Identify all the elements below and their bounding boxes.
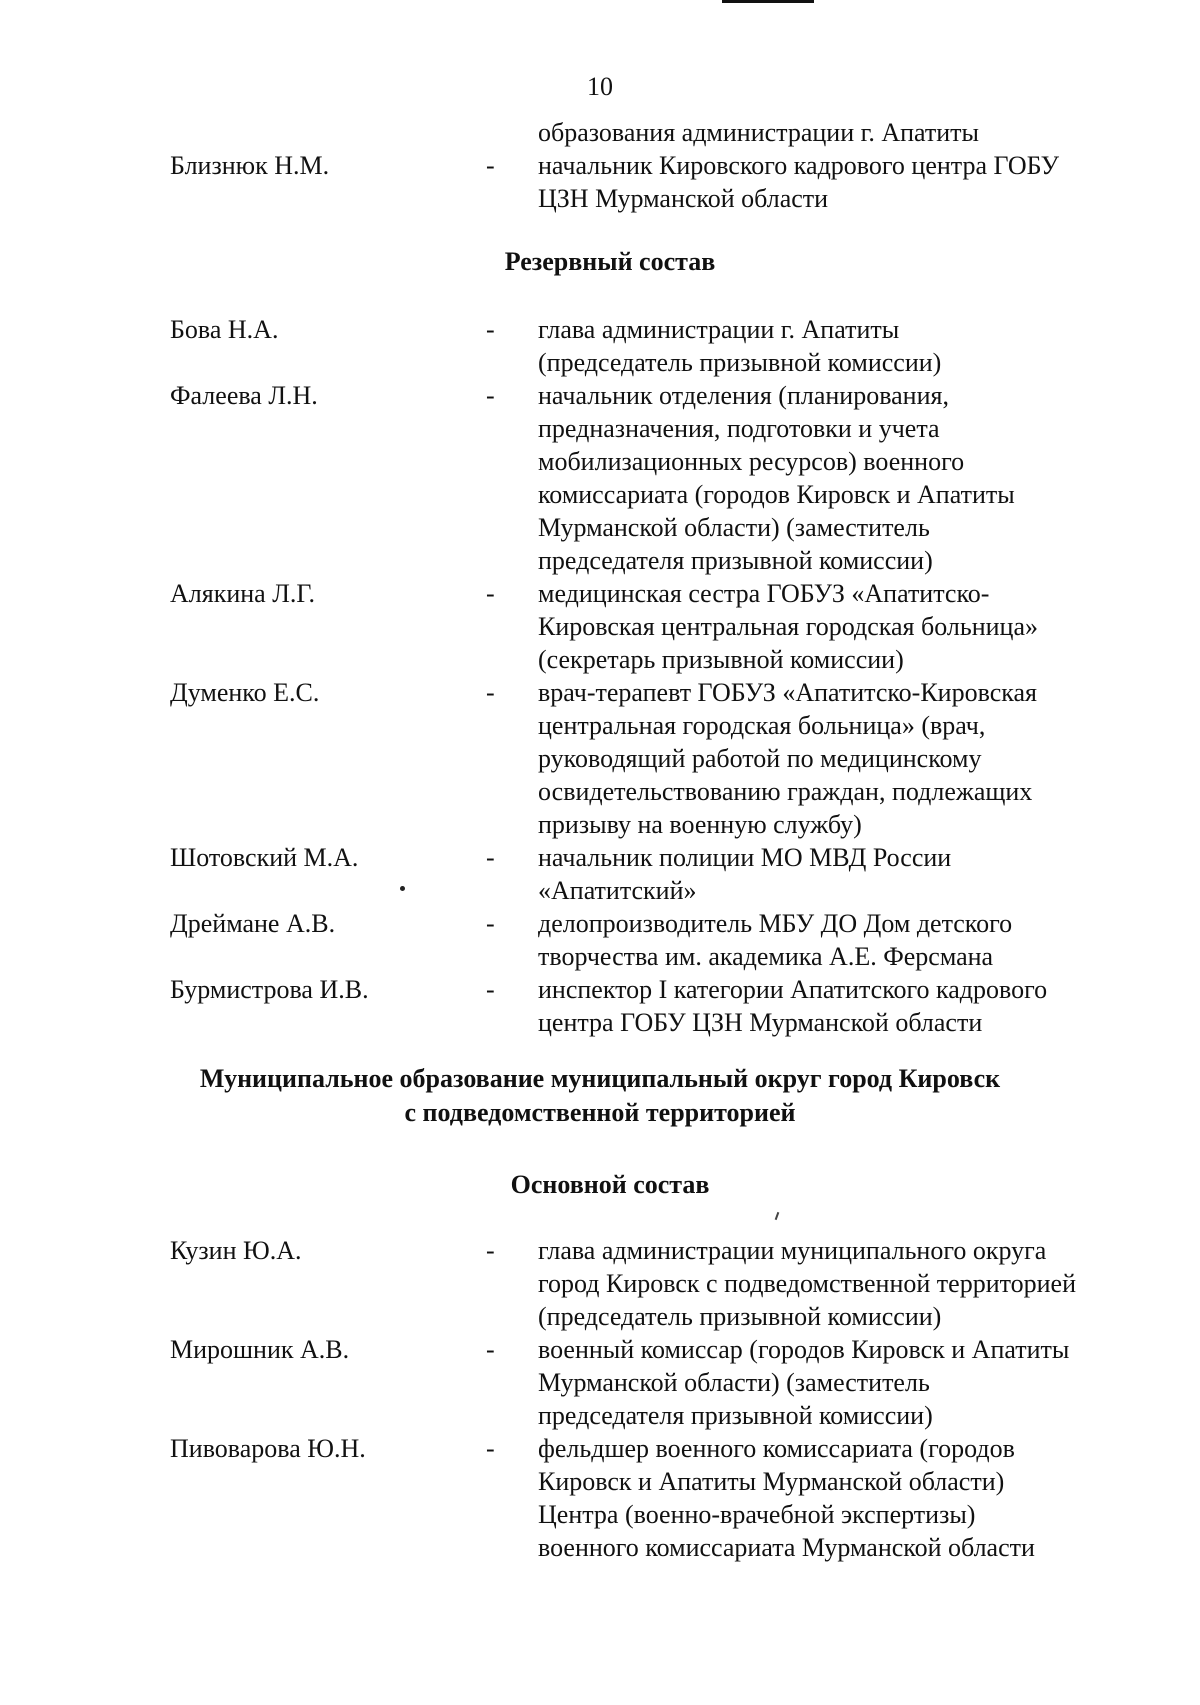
role-line: начальник Кировского кадрового центра ГОБУ xyxy=(538,151,1060,180)
entry-name: Близнюк Н.М. xyxy=(170,151,330,180)
entry-role xyxy=(538,907,1138,973)
entry-dreimane xyxy=(0,907,1200,973)
role-line: центральная городская больница» (врач, xyxy=(538,711,986,740)
role-line: Кировская центральная городская больница» xyxy=(538,612,1038,641)
role-line: глава администрации муниципального округа xyxy=(538,1236,1047,1265)
entry-dash: - xyxy=(486,151,495,180)
scan-mark xyxy=(775,1212,780,1220)
entry-role xyxy=(538,149,1138,215)
entry-role xyxy=(538,973,1138,1039)
entry-dash: - xyxy=(486,843,495,872)
entry-dash: - xyxy=(486,975,495,1004)
role-line: начальник отделения (планирования, xyxy=(538,381,949,410)
role-line: творчества им. академика А.Е. Ферсмана xyxy=(538,942,994,971)
role-line: комиссариата (городов Кировск и Апатиты xyxy=(538,480,1015,509)
role-line: (председатель призывной комиссии) xyxy=(538,1302,942,1331)
entry-name: Думенко Е.С. xyxy=(170,678,320,707)
role-line: «Апатитский» xyxy=(538,876,697,905)
entry-role xyxy=(538,379,1138,577)
entry-bliznyuk xyxy=(0,149,1200,215)
entry-role xyxy=(538,1333,1138,1432)
entry-dash: - xyxy=(486,1335,495,1364)
role-line: председателя призывной комиссии) xyxy=(538,1401,933,1430)
entry-role xyxy=(538,1234,1138,1333)
entry-role xyxy=(538,676,1138,841)
role-line: призыву на военную службу) xyxy=(538,810,862,839)
role-line: Центра (военно-врачебной экспертизы) xyxy=(538,1500,976,1529)
entry-faleeva xyxy=(0,379,1200,577)
entry-dumenko xyxy=(0,676,1200,841)
entry-dash: - xyxy=(486,579,495,608)
entry-dash: - xyxy=(486,909,495,938)
entry-burmistrova xyxy=(0,973,1200,1039)
role-line: начальник полиции МО МВД России xyxy=(538,843,952,872)
entry-pivovarova xyxy=(0,1432,1200,1564)
entry-role xyxy=(538,841,1138,907)
entry-name: Бурмистрова И.В. xyxy=(170,975,369,1004)
entry-name: Фалеева Л.Н. xyxy=(170,381,318,410)
entry-name: Алякина Л.Г. xyxy=(170,579,315,608)
entry-name: Пивоварова Ю.Н. xyxy=(170,1434,366,1463)
entry-dash: - xyxy=(486,381,495,410)
municipality-heading-line: Муниципальное образование муниципальный округ город Кировск xyxy=(199,1064,1001,1093)
entry-role xyxy=(538,577,1138,676)
reserve-entries xyxy=(0,313,1200,1039)
role-line: инспектор I категории Апатитского кадрового xyxy=(538,975,1048,1004)
reserve-heading: Резервный состав xyxy=(504,247,716,276)
role-line: врач-терапевт ГОБУЗ «Апатитско-Кировская xyxy=(538,678,1038,707)
main-heading: Основной состав xyxy=(510,1170,710,1199)
entry-alyakina xyxy=(0,577,1200,676)
role-line: ЦЗН Мурманской области xyxy=(538,184,829,213)
entry-name: Мирошник А.В. xyxy=(170,1335,350,1364)
entry-name: Бова Н.А. xyxy=(170,315,279,344)
carryover-line: образования администрации г. Апатиты xyxy=(538,118,980,147)
entry-name: Дреймане А.В. xyxy=(170,909,336,938)
entry-name: Шотовский М.А. xyxy=(170,843,359,872)
entry-dash: - xyxy=(486,1236,495,1265)
role-line: центра ГОБУ ЦЗН Мурманской области xyxy=(538,1008,983,1037)
role-line: военного комиссариата Мурманской области xyxy=(538,1533,1035,1562)
role-line: глава администрации г. Апатиты xyxy=(538,315,900,344)
entry-role xyxy=(538,313,1138,379)
role-line: освидетельствованию граждан, подлежащих xyxy=(538,777,1033,806)
role-line: фельдшер военного комиссариата (городов xyxy=(538,1434,1015,1463)
role-line: руководящий работой по медицинскому xyxy=(538,744,982,773)
role-line: (председатель призывной комиссии) xyxy=(538,348,942,377)
role-line: город Кировск с подведомственной территорией xyxy=(538,1269,1077,1298)
role-line: Мурманской области) (заместитель xyxy=(538,513,930,542)
entries-top xyxy=(0,149,1200,215)
role-line: председателя призывной комиссии) xyxy=(538,546,933,575)
entry-kuzin xyxy=(0,1234,1200,1333)
municipality-heading xyxy=(0,1062,1200,1130)
municipality-heading-line: с подведомственной территорией xyxy=(404,1098,796,1127)
entry-name: Кузин Ю.А. xyxy=(170,1236,302,1265)
entry-shotovsky xyxy=(0,841,1200,907)
main-entries xyxy=(0,1234,1200,1564)
scan-speck xyxy=(400,886,405,891)
entry-miroshnik xyxy=(0,1333,1200,1432)
role-line: (секретарь призывной комиссии) xyxy=(538,645,904,674)
role-line: мобилизационных ресурсов) военного xyxy=(538,447,965,476)
top-rule xyxy=(722,0,814,3)
entry-dash: - xyxy=(486,315,495,344)
role-line: предназначения, подготовки и учета xyxy=(538,414,940,443)
role-line: Мурманской области) (заместитель xyxy=(538,1368,930,1397)
entry-dash: - xyxy=(486,1434,495,1463)
entry-dash: - xyxy=(486,678,495,707)
entry-bova xyxy=(0,313,1200,379)
page-number: 10 xyxy=(587,72,613,101)
entry-role xyxy=(538,1432,1138,1564)
role-line: Кировск и Апатиты Мурманской области) xyxy=(538,1467,1005,1496)
role-line: делопроизводитель МБУ ДО Дом детского xyxy=(538,909,1013,938)
role-line: военный комиссар (городов Кировск и Апатиты xyxy=(538,1335,1070,1364)
role-line: медицинская сестра ГОБУЗ «Апатитско- xyxy=(538,579,990,608)
